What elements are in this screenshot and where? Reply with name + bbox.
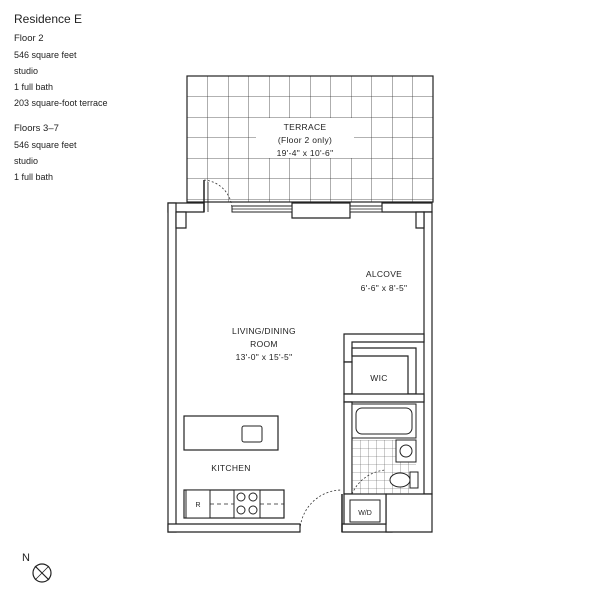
alcove-dimensions: 6'-6" x 8'-5" bbox=[360, 283, 408, 293]
living-room-label-1: LIVING/DINING bbox=[232, 326, 296, 336]
kitchen-counter bbox=[184, 490, 284, 518]
living-room-dimensions: 13'-0" x 15'-5" bbox=[235, 352, 293, 362]
kitchen-island bbox=[184, 416, 278, 450]
washer-dryer-closet bbox=[344, 494, 386, 524]
floors-3-7-type: studio bbox=[14, 156, 39, 166]
floor-2-terrace: 203 square-foot terrace bbox=[14, 98, 108, 108]
living-room-label-2: ROOM bbox=[250, 339, 278, 349]
floor-2-area: 546 square feet bbox=[14, 50, 77, 60]
wic-label: WIC bbox=[370, 373, 388, 383]
terrace bbox=[187, 76, 433, 202]
alcove-label: ALCOVE bbox=[365, 269, 403, 279]
floor-2-type: studio bbox=[14, 66, 39, 76]
floors-3-7-heading: Floors 3–7 bbox=[14, 123, 59, 134]
terrace-label: TERRACE bbox=[283, 122, 327, 132]
compass-north-label: N bbox=[22, 552, 30, 564]
floor-2-heading: Floor 2 bbox=[14, 33, 44, 44]
floor-2-bath: 1 full bath bbox=[14, 82, 54, 92]
bathroom bbox=[344, 402, 418, 494]
terrace-dimensions: 19'-4" x 10'-6" bbox=[276, 148, 334, 158]
floors-3-7-bath: 1 full bath bbox=[14, 172, 54, 182]
floors-3-7-area: 546 square feet bbox=[14, 140, 77, 150]
terrace-note: (Floor 2 only) bbox=[277, 135, 333, 145]
kitchen-label: KITCHEN bbox=[211, 463, 251, 473]
entry-door bbox=[300, 490, 342, 532]
refrigerator-label: R bbox=[195, 502, 201, 509]
wic-walls bbox=[344, 334, 424, 402]
washer-dryer-label: W/D bbox=[358, 510, 372, 517]
north-compass-icon bbox=[22, 552, 51, 582]
residence-title: Residence E bbox=[14, 12, 83, 26]
